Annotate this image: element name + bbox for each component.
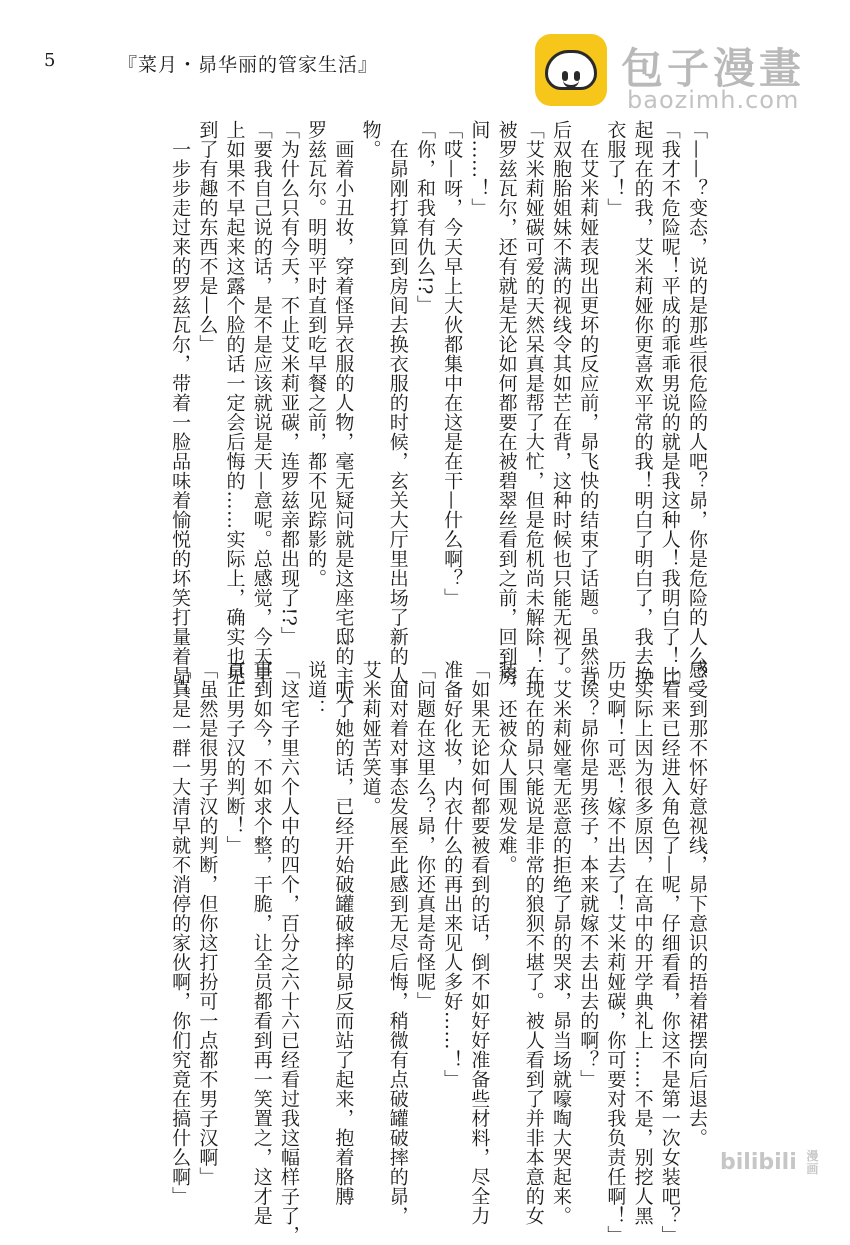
text-line: 「实际上因为很多原因，在高中的开学典礼上……不是，别挖人黑 (631, 660, 654, 1226)
site-logo[interactable] (535, 34, 835, 114)
text-line: 到了有趣的东西不是—么」 (196, 120, 219, 354)
text-line: 感受到那不怀好意视线，昴下意识的捂着裙摆向后退去。 (686, 660, 708, 1148)
text-line: 「要我自己说的话，是不是应该就说是天—意呢。总感觉，今天早 (250, 120, 273, 686)
text-line: 画着小丑妆，穿着怪异衣服的人物，毫无疑问就是这座宅邸的主人 (332, 120, 355, 705)
text-line: 「诶？昴你是男孩子，本来就嫁不去出去的啊？」 (577, 660, 600, 1089)
text-line: 在艾米莉娅表现出更坏的反应前，昴飞快的结束了话题。虽然背 (577, 120, 600, 686)
running-title: 『菜月・昴华丽的管家生活』 (118, 54, 379, 76)
text-line: 「真是一群一大清早就不消停的家伙啊，你们究竟在搞什么啊」 (169, 660, 192, 1206)
logo-name: 包子漫畫 (621, 44, 806, 93)
text-line: 艾米莉娅苦笑道。 (359, 660, 382, 816)
text-line: 间……！」 (468, 120, 491, 218)
text-line: 罗兹瓦尔。明明平时直到吃早餐之前，都不见踪影的。 (305, 120, 328, 588)
text-line: 说道： (305, 660, 328, 719)
text-line: 历史啊！可恶！嫁不出去了！艾米莉娅碳，你可要对我负责任啊！」 (604, 660, 627, 1245)
text-line: 真正男子汉的判断！」 (223, 660, 246, 855)
text-line: 衣服了！」 (604, 120, 627, 218)
text-line: 「你，和我有仇么!?」 (413, 120, 436, 315)
text-line: 后双胞胎姐妹不满的视线令其如芒在背，这种时候也只能无视了。 (549, 120, 572, 686)
text-line: 「艾米莉娅碳可爱的天然呆真是帮了大忙，但是危机尚未解除！在 (522, 120, 545, 686)
text-line: 「为什么只有今天，不止艾米莉亚碳，连罗兹亲都出现了!?」 (277, 120, 300, 646)
text-line: 「问题在这里么？昴，你还真是奇怪呢」 (413, 660, 436, 1011)
text-line: 「——？变态，说的是那些很危险的人吧？昴，你是危险的人么？」 (686, 120, 708, 705)
text-line: 「如果无论如何都要被看到的话，倒不如好好准备些材料，尽全力 (468, 660, 491, 1226)
text-line: 听了她的话，已经开始破罐破摔的昴反而站了起来，抱着胳膊 (332, 660, 355, 1206)
text-line: 起现在的我，艾米莉娅你更喜欢平常的我！明白了明白了，我去换 (631, 120, 654, 686)
page-number: 5 (44, 50, 56, 71)
text-line: 准备好化妆，内衣什么的再出来见人多好……！」 (441, 660, 464, 1089)
text-line: 「看来已经进入角色了—呢，仔细看看，你这不是第一次女装吧？」 (658, 660, 681, 1245)
text-line: 现在的昴只能说是非常的狼狈不堪了。被人看到了并非本意的女 (522, 660, 545, 1226)
text-line: 「这宅子里六个人中的四个，百分之六十六已经看过我这幅样子了， (277, 660, 300, 1245)
watermark-manga-label (806, 1150, 818, 1176)
bilibili-watermark (720, 1150, 818, 1176)
watermark-label-top: 漫 (806, 1149, 819, 1163)
logo-url: baozimh.com (627, 86, 800, 114)
baozi-bun-icon (535, 34, 607, 106)
text-line: 「虽然是很男子汉的判断，但你这打扮可一点都不男子汉啊」 (196, 660, 219, 1187)
text-line: 装，还被众人围观发难。 (495, 660, 518, 875)
text-line: 「我才不危险呢！平成的乖乖男说的就是我这种人！我明白了！比 (658, 120, 681, 686)
text-line: 上如果不早起来这露个脸的话一定会后悔的……实际上，确实也见 (223, 120, 246, 686)
text-line: 在昴刚打算回到房间去换衣服的时候，玄关大厅里出场了新的人 (386, 120, 409, 686)
text-line: 「哎—呀，今天早上大伙都集中在这是在干—什么啊？」 (441, 120, 464, 608)
text-line: 物。 (359, 120, 382, 159)
text-line: 艾米莉娅毫无恶意的拒绝了昴的哭求，昴当场就嚎啕大哭起来。 (549, 660, 572, 1226)
text-block-bottom (166, 660, 710, 1245)
text-line: 一步步走过来的罗兹瓦尔，带着一脸品味着愉悦的坏笑打量着昴。 (169, 120, 192, 705)
watermark-label-bottom: 画 (806, 1162, 819, 1176)
text-line: 被罗兹瓦尔，还有就是无论如何都要在被碧翠丝看到之前，回到房 (495, 120, 518, 686)
text-line: 面对着对事态发展至此感到无尽后悔，稍微有点破罐破摔的昴， (386, 660, 409, 1226)
watermark-brand: bilibili (720, 1150, 797, 1175)
text-line: 事到如今，不如求个整，干脆，让全员都看到再一笑置之，这才是 (250, 660, 273, 1226)
